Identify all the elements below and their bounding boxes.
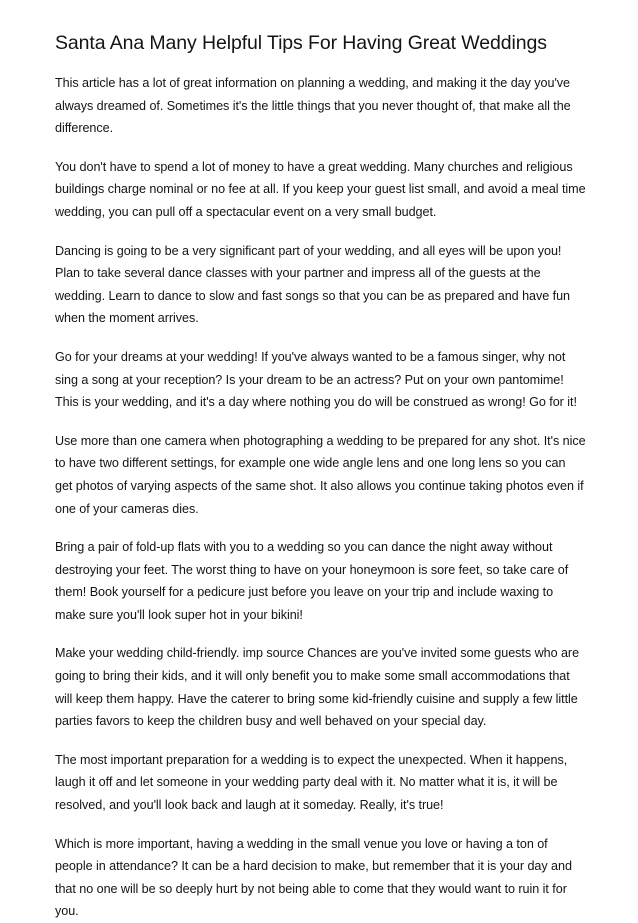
paragraph: You don't have to spend a lot of money to have a great wedding. Many churches and religious buildings charge nominal or no fee at all. If you keep your guest list small, and avoid a meal time wedding, you can pull off a spectacular event on a very small budget. xyxy=(55,159,586,219)
document-title: Santa Ana Many Helpful Tips For Having Great Weddings xyxy=(55,32,547,54)
paragraph: Dancing is going to be a very significant part of your wedding, and all eyes will be upon you! Plan to take several dance classes with your partner and impress all of the guests at the wedding. Learn to dance to slow and fast songs so that you can be as prepared and have fun when the moment arrives. xyxy=(55,243,570,326)
paragraph: The most important preparation for a wedding is to expect the unexpected. When it happens, laugh it off and let someone in your wedding party deal with it. No matter what it is, it will be resolved, and you'll look back and laugh at it someday. Really, it's true! xyxy=(55,752,568,813)
paragraph: Make your wedding child-friendly. imp source Chances are you've invited some guests who are going to bring their kids, and it will only benefit you to make some small accommodations that will keep them happy. Have the caterer to bring some kid-friendly cuisine and supply a few little parties favors to keep the children busy and well behaved on your special day. xyxy=(55,646,580,729)
paragraph: Which is more important, having a wedding in the small venue you love or having a ton of people in attendance? It can be a hard decision to make, but remember that it is your day and that no one will be so deeply hurt by not being able to come that they would want to ruin it for you. xyxy=(55,836,572,919)
paragraph: Bring a pair of fold-up flats with you to a wedding so you can dance the night away without destroying your feet. The worst thing to have on your honeymoon is sore feet, so take care of them! Book yourself for a pedicure just before you leave on your trip and include waxing to make sure you'll look super hot in your bikini! xyxy=(55,540,569,622)
paragraph: Use more than one camera when photographing a wedding to be prepared for any shot. It's nice to have two different settings, for example one wide angle lens and one long lens so you can get photos of varying aspects of the same shot. It also allows you continue taking photos even if one of your cameras dies. xyxy=(55,433,586,516)
paragraph: This article has a lot of great information on planning a wedding, and making it the day you've always dreamed of. Sometimes it's the little things that you never thought of, that make all the difference. xyxy=(55,76,571,136)
paragraph: Go for your dreams at your wedding! If you've always wanted to be a famous singer, why not sing a song at your reception? Is your dream to be an actress? Put on your own pantomime! This is your wedding, and it's a day where nothing you do will be construed as wrong! Go for it! xyxy=(55,349,577,410)
